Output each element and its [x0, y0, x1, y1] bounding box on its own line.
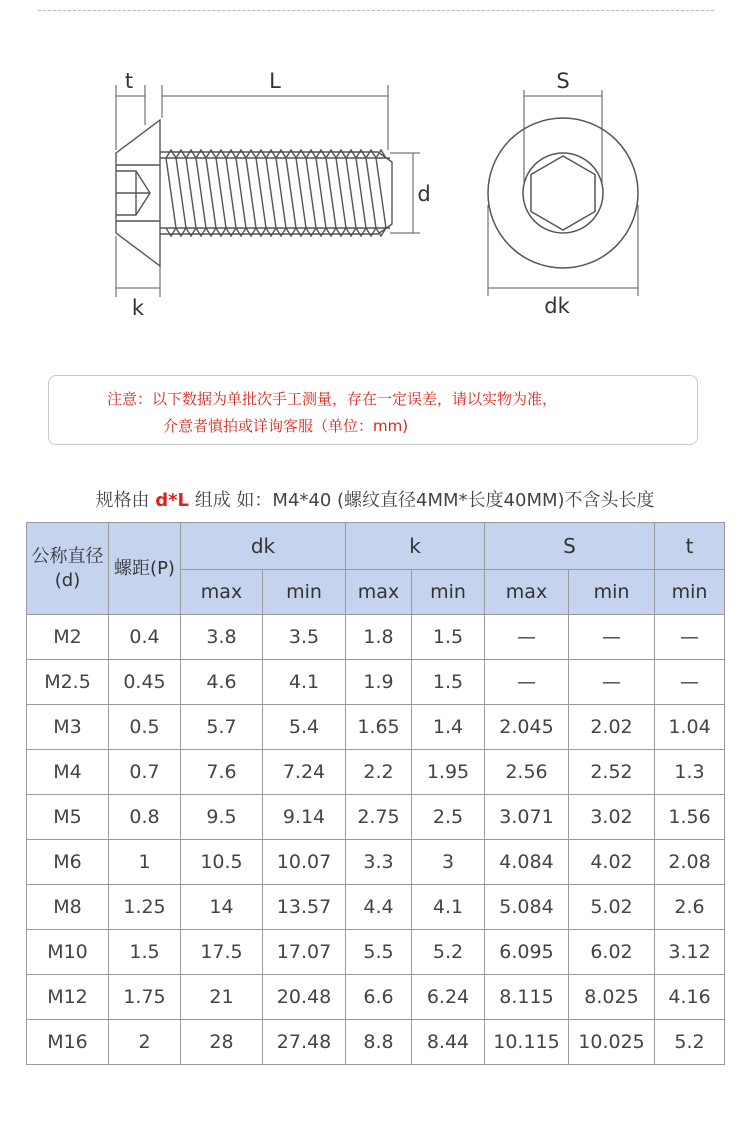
- front-view-drawing: [488, 118, 638, 268]
- header-k-min: min: [412, 570, 485, 615]
- cell-dk-max: 9.5: [181, 795, 263, 840]
- cell-nominal: M5: [27, 795, 109, 840]
- cell-s-min: 6.02: [569, 930, 655, 975]
- cell-s-min: —: [569, 660, 655, 705]
- cell-s-max: —: [485, 615, 569, 660]
- cell-dk-max: 17.5: [181, 930, 263, 975]
- cell-t-min: 5.2: [655, 1020, 725, 1065]
- thread-drawing: [166, 150, 386, 236]
- cell-t-min: 1.3: [655, 750, 725, 795]
- cell-nominal: M4: [27, 750, 109, 795]
- cell-pitch: 0.8: [109, 795, 181, 840]
- cell-nominal: M12: [27, 975, 109, 1020]
- header-s-max: max: [485, 570, 569, 615]
- header-dk: dk: [181, 523, 346, 570]
- header-t: t: [655, 523, 725, 570]
- cell-s-min: 8.025: [569, 975, 655, 1020]
- cell-k-min: 6.24: [412, 975, 485, 1020]
- cell-dk-min: 7.24: [263, 750, 346, 795]
- cell-s-max: 4.084: [485, 840, 569, 885]
- dk-dimension-label: dk: [544, 294, 570, 318]
- cell-t-min: 2.6: [655, 885, 725, 930]
- cell-nominal: M3: [27, 705, 109, 750]
- cell-dk-max: 14: [181, 885, 263, 930]
- table-row: [27, 1020, 725, 1065]
- cell-k-max: 6.6: [346, 975, 412, 1020]
- cell-pitch: 2: [109, 1020, 181, 1065]
- cell-k-min: 5.2: [412, 930, 485, 975]
- spec-suffix: 组成 如：M4*40 (螺纹直径4MM*长度40MM)不含头长度: [188, 490, 655, 511]
- cell-t-min: 2.08: [655, 840, 725, 885]
- spec-prefix: 规格由: [95, 490, 156, 511]
- cell-k-max: 1.8: [346, 615, 412, 660]
- cell-k-max: 2.75: [346, 795, 412, 840]
- cell-pitch: 1.25: [109, 885, 181, 930]
- spec-table: [26, 522, 725, 1065]
- header-k: k: [346, 523, 485, 570]
- header-t-min: min: [655, 570, 725, 615]
- table-row: [27, 750, 725, 795]
- cell-pitch: 0.4: [109, 615, 181, 660]
- k-dimension-label: k: [131, 296, 145, 320]
- cell-k-max: 4.4: [346, 885, 412, 930]
- cell-nominal: M2.5: [27, 660, 109, 705]
- cell-t-min: —: [655, 660, 725, 705]
- cell-pitch: 0.7: [109, 750, 181, 795]
- header-dk-max: max: [181, 570, 263, 615]
- front-view-dimensions: [488, 90, 638, 296]
- table-row: [27, 885, 725, 930]
- table-body: [27, 615, 725, 1065]
- notice-line-1: 注意：以下数据为单批次手工测量，存在一定误差，请以实物为准，: [107, 390, 558, 408]
- cell-dk-max: 10.5: [181, 840, 263, 885]
- cell-k-max: 3.3: [346, 840, 412, 885]
- cell-s-max: —: [485, 660, 569, 705]
- header-s: S: [485, 523, 655, 570]
- cell-nominal: M8: [27, 885, 109, 930]
- cell-s-max: 6.095: [485, 930, 569, 975]
- cell-dk-min: 5.4: [263, 705, 346, 750]
- measurement-notice-box: [48, 375, 698, 445]
- cell-k-max: 1.9: [346, 660, 412, 705]
- cell-dk-min: 13.57: [263, 885, 346, 930]
- cell-pitch: 0.5: [109, 705, 181, 750]
- S-dimension-label: S: [556, 69, 570, 93]
- cell-k-min: 1.95: [412, 750, 485, 795]
- table-row: [27, 660, 725, 705]
- cell-k-min: 1.5: [412, 615, 485, 660]
- cell-dk-max: 3.8: [181, 615, 263, 660]
- cell-nominal: M10: [27, 930, 109, 975]
- cell-k-min: 1.5: [412, 660, 485, 705]
- cell-k-max: 8.8: [346, 1020, 412, 1065]
- cell-s-max: 8.115: [485, 975, 569, 1020]
- table-row: [27, 975, 725, 1020]
- table-row: [27, 615, 725, 660]
- cell-dk-min: 17.07: [263, 930, 346, 975]
- cell-t-min: 1.04: [655, 705, 725, 750]
- cell-k-min: 8.44: [412, 1020, 485, 1065]
- cell-dk-max: 5.7: [181, 705, 263, 750]
- side-view-dimensions: [116, 85, 420, 297]
- cell-dk-min: 10.07: [263, 840, 346, 885]
- cell-s-min: —: [569, 615, 655, 660]
- cell-s-min: 10.025: [569, 1020, 655, 1065]
- cell-dk-max: 4.6: [181, 660, 263, 705]
- cell-k-max: 5.5: [346, 930, 412, 975]
- cell-t-min: 4.16: [655, 975, 725, 1020]
- header-nominal-diameter: 公称直径(d): [27, 523, 109, 615]
- header-s-min: min: [569, 570, 655, 615]
- cell-s-max: 5.084: [485, 885, 569, 930]
- table-row: [27, 705, 725, 750]
- L-dimension-label: L: [269, 69, 281, 93]
- table-row: [27, 840, 725, 885]
- cell-k-min: 2.5: [412, 795, 485, 840]
- cell-s-max: 2.045: [485, 705, 569, 750]
- cell-k-max: 1.65: [346, 705, 412, 750]
- cell-pitch: 0.45: [109, 660, 181, 705]
- screw-diagram: [0, 0, 750, 340]
- notice-line-2: 介意者慎拍或详询客服（单位：mm): [163, 417, 409, 435]
- cell-k-min: 1.4: [412, 705, 485, 750]
- cell-nominal: M6: [27, 840, 109, 885]
- header-dk-min: min: [263, 570, 346, 615]
- cell-s-min: 5.02: [569, 885, 655, 930]
- cell-dk-min: 20.48: [263, 975, 346, 1020]
- cell-s-min: 2.52: [569, 750, 655, 795]
- cell-pitch: 1: [109, 840, 181, 885]
- cell-dk-max: 7.6: [181, 750, 263, 795]
- cell-dk-min: 3.5: [263, 615, 346, 660]
- cell-k-max: 2.2: [346, 750, 412, 795]
- t-dimension-label: t: [124, 69, 134, 93]
- cell-s-max: 3.071: [485, 795, 569, 840]
- cell-s-min: 4.02: [569, 840, 655, 885]
- cell-nominal: M2: [27, 615, 109, 660]
- cell-k-min: 4.1: [412, 885, 485, 930]
- cell-dk-min: 27.48: [263, 1020, 346, 1065]
- header-pitch: 螺距(P): [109, 523, 181, 615]
- cell-dk-min: 4.1: [263, 660, 346, 705]
- cell-t-min: 1.56: [655, 795, 725, 840]
- d-dimension-label: d: [417, 182, 431, 206]
- cell-pitch: 1.75: [109, 975, 181, 1020]
- cell-s-max: 2.56: [485, 750, 569, 795]
- cell-nominal: M16: [27, 1020, 109, 1065]
- cell-t-min: —: [655, 615, 725, 660]
- table-row: [27, 930, 725, 975]
- cell-dk-max: 28: [181, 1020, 263, 1065]
- cell-k-min: 3: [412, 840, 485, 885]
- header-k-max: max: [346, 570, 412, 615]
- cell-t-min: 3.12: [655, 930, 725, 975]
- cell-s-max: 10.115: [485, 1020, 569, 1065]
- table-row: [27, 795, 725, 840]
- cell-dk-max: 21: [181, 975, 263, 1020]
- spec-format-line: [0, 486, 750, 512]
- cell-pitch: 1.5: [109, 930, 181, 975]
- cell-s-min: 3.02: [569, 795, 655, 840]
- cell-dk-min: 9.14: [263, 795, 346, 840]
- spec-highlight: d*L: [155, 490, 189, 511]
- cell-s-min: 2.02: [569, 705, 655, 750]
